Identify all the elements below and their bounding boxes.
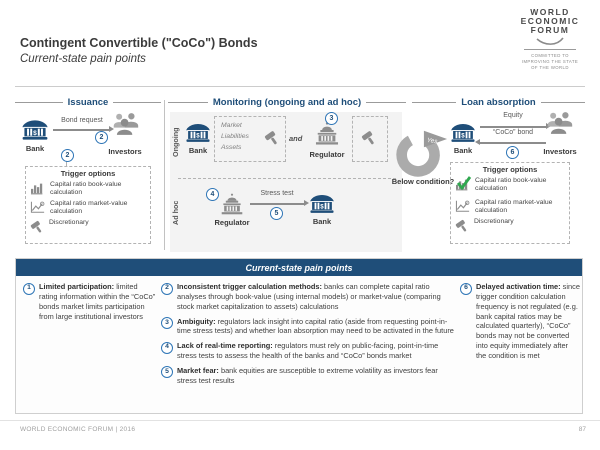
investors-icon — [111, 111, 140, 137]
line-chart-icon — [30, 200, 46, 214]
gavel-icon — [30, 219, 45, 234]
svg-text:$: $ — [196, 132, 200, 140]
trigger-option-item: Capital ratio book-value calculation — [30, 181, 147, 197]
coco-bond-arrow — [480, 142, 546, 144]
equity-label: Equity — [503, 112, 523, 119]
pain-points-col-3 — [460, 282, 580, 366]
pain-point-number: 2 — [161, 283, 173, 295]
badge-adhoc-regulator: 4 — [206, 188, 219, 201]
page-title: Contingent Convertible ("CoCo") Bonds — [20, 36, 258, 50]
pain-points-banner: Current-state pain points — [16, 259, 582, 276]
check-icon — [456, 175, 472, 191]
regulator-icon — [218, 192, 246, 216]
pain-point-number: 4 — [161, 342, 173, 354]
wef-swoosh-icon — [535, 37, 565, 45]
pain-point-number: 3 — [161, 317, 173, 329]
pain-point-item: 1 Limited participation: limited rating information within the “CoCo” bonds market limits participation from large institutional investors — [23, 282, 156, 321]
issuance-trigger-options-box — [25, 166, 151, 244]
bank-icon — [449, 120, 477, 144]
monitor-line-assets: Assets — [221, 143, 242, 151]
svg-text:$: $ — [461, 132, 465, 140]
pain-point-item: 6 Delayed activation time: since trigger condition calculation frequency is not regulated (e.g. bank capital ratios may be calculated quarterly), “CoCo” bonds may not be converted into equity immediately after the condition is met — [460, 282, 580, 361]
bar-chart-icon — [30, 181, 46, 195]
issuance-bank-label: Bank — [25, 144, 45, 153]
stress-test-arrow — [250, 203, 304, 205]
pain-points-col-1 — [23, 282, 156, 326]
pain-points-col-2 — [161, 282, 457, 391]
loan-trigger-options-box — [450, 162, 570, 244]
regulator-monitor-box — [352, 116, 388, 162]
issuance-investors-label: Investors — [108, 147, 142, 156]
adhoc-regulator-label: Regulator — [214, 218, 250, 227]
trigger-option-item: Capital ratio market-value calculation — [30, 200, 147, 216]
footer-divider — [0, 420, 600, 421]
svg-text:$: $ — [320, 203, 324, 211]
pain-point-number: 5 — [161, 366, 173, 378]
equity-arrow — [480, 126, 546, 128]
yes-label: Yes — [426, 136, 438, 146]
badge-issuance-arrow: 2 — [95, 131, 108, 144]
pain-point-number: 1 — [23, 283, 35, 295]
svg-text:$: $ — [33, 129, 37, 137]
pain-points-section — [15, 258, 583, 414]
section-header-issuance: Issuance — [15, 97, 161, 108]
trigger-option-item: Discretionary — [30, 219, 147, 234]
page-number: 87 — [578, 426, 586, 433]
and-label: and — [289, 134, 303, 143]
trigger-option-item: Discretionary — [455, 218, 566, 233]
pain-point-item: 3 Ambiguity: regulators lack insight into capital ratio (aside from requesting point-in-time stress tests) and whether loan absorption may need to be activated in the future — [161, 317, 457, 337]
pain-point-item: 4 Lack of real-time reporting: regulators must rely on public-facing, point-in-time stress tests to assess the health of the banks and “CoCo” bonds market — [161, 341, 457, 361]
badge-loan-absorption: 6 — [506, 146, 519, 159]
wef-logo-word-2: ECONOMIC — [520, 16, 580, 27]
badge-monitoring-ongoing: 3 — [325, 112, 338, 125]
footer-source: WORLD ECONOMIC FORUM | 2016 — [20, 426, 136, 433]
wef-tagline-3: OF THE WORLD — [531, 64, 569, 70]
monitoring-bank-label: Bank — [188, 146, 208, 155]
bank-icon — [308, 191, 336, 215]
wef-logo — [514, 8, 586, 71]
wef-logo-word-1: WORLD — [530, 7, 570, 17]
page-subtitle: Current-state pain points — [20, 53, 146, 65]
bank-icon — [184, 120, 212, 144]
adhoc-row-label: Ad hoc — [171, 200, 180, 226]
section-header-loan-absorption: Loan absorption — [412, 97, 585, 108]
below-condition-label: Below condition? — [391, 177, 455, 186]
bank-icon — [20, 116, 50, 142]
ongoing-adhoc-divider — [178, 178, 396, 179]
wef-logo-divider — [524, 49, 576, 50]
monitor-line-market: Market — [221, 122, 242, 129]
market-monitor-box — [214, 116, 286, 162]
gavel-icon — [455, 218, 470, 233]
stress-test-label: Stress test — [260, 190, 294, 197]
loan-investors-label: Investors — [543, 147, 577, 156]
wef-tagline-2: IMPROVING THE STATE — [521, 58, 579, 64]
investors-icon — [545, 110, 574, 136]
gavel-icon — [264, 129, 281, 146]
regulator-icon — [312, 121, 342, 146]
wef-logo-word-3: FORUM — [530, 25, 570, 36]
wef-tagline-1: COMMITTED TO — [531, 52, 569, 58]
section-divider-line — [164, 100, 165, 250]
trigger-options-title: Trigger options — [60, 169, 116, 178]
trigger-option-item: Capital ratio market-value calculation — [455, 199, 566, 215]
monitoring-regulator-label: Regulator — [309, 150, 345, 159]
header-divider — [15, 86, 585, 87]
pain-point-number: 6 — [460, 283, 472, 295]
loan-bank-label: Bank — [453, 146, 473, 155]
monitor-line-liabilities: Liabilities — [221, 132, 249, 140]
adhoc-bank-label: Bank — [312, 217, 332, 226]
ongoing-row-label: Ongoing — [171, 127, 180, 157]
cycle-arrow-icon — [392, 124, 450, 182]
trigger-option-item: Capital ratio book-value calculation — [455, 177, 566, 196]
pain-point-item: 5 Market fear: bank equities are susceptible to extreme volatility as investors fear stress test results — [161, 366, 457, 386]
pain-point-item: 2 Inconsistent trigger calculation methods: banks can complete capital ratio analyses through book-value (using internal models) or market-value (comparing stock market capitalization to assets) calculations — [161, 282, 457, 312]
coco-bond-label: “CoCo” bond — [492, 129, 534, 136]
gavel-icon — [361, 129, 378, 146]
line-chart-icon — [455, 199, 471, 213]
badge-issuance-trigger: 2 — [61, 149, 74, 162]
trigger-options-title: Trigger options — [482, 165, 538, 174]
badge-stress-test: 5 — [270, 207, 283, 220]
bond-request-label: Bond request — [61, 117, 103, 124]
section-header-monitoring: Monitoring (ongoing and ad hoc) — [168, 97, 406, 108]
